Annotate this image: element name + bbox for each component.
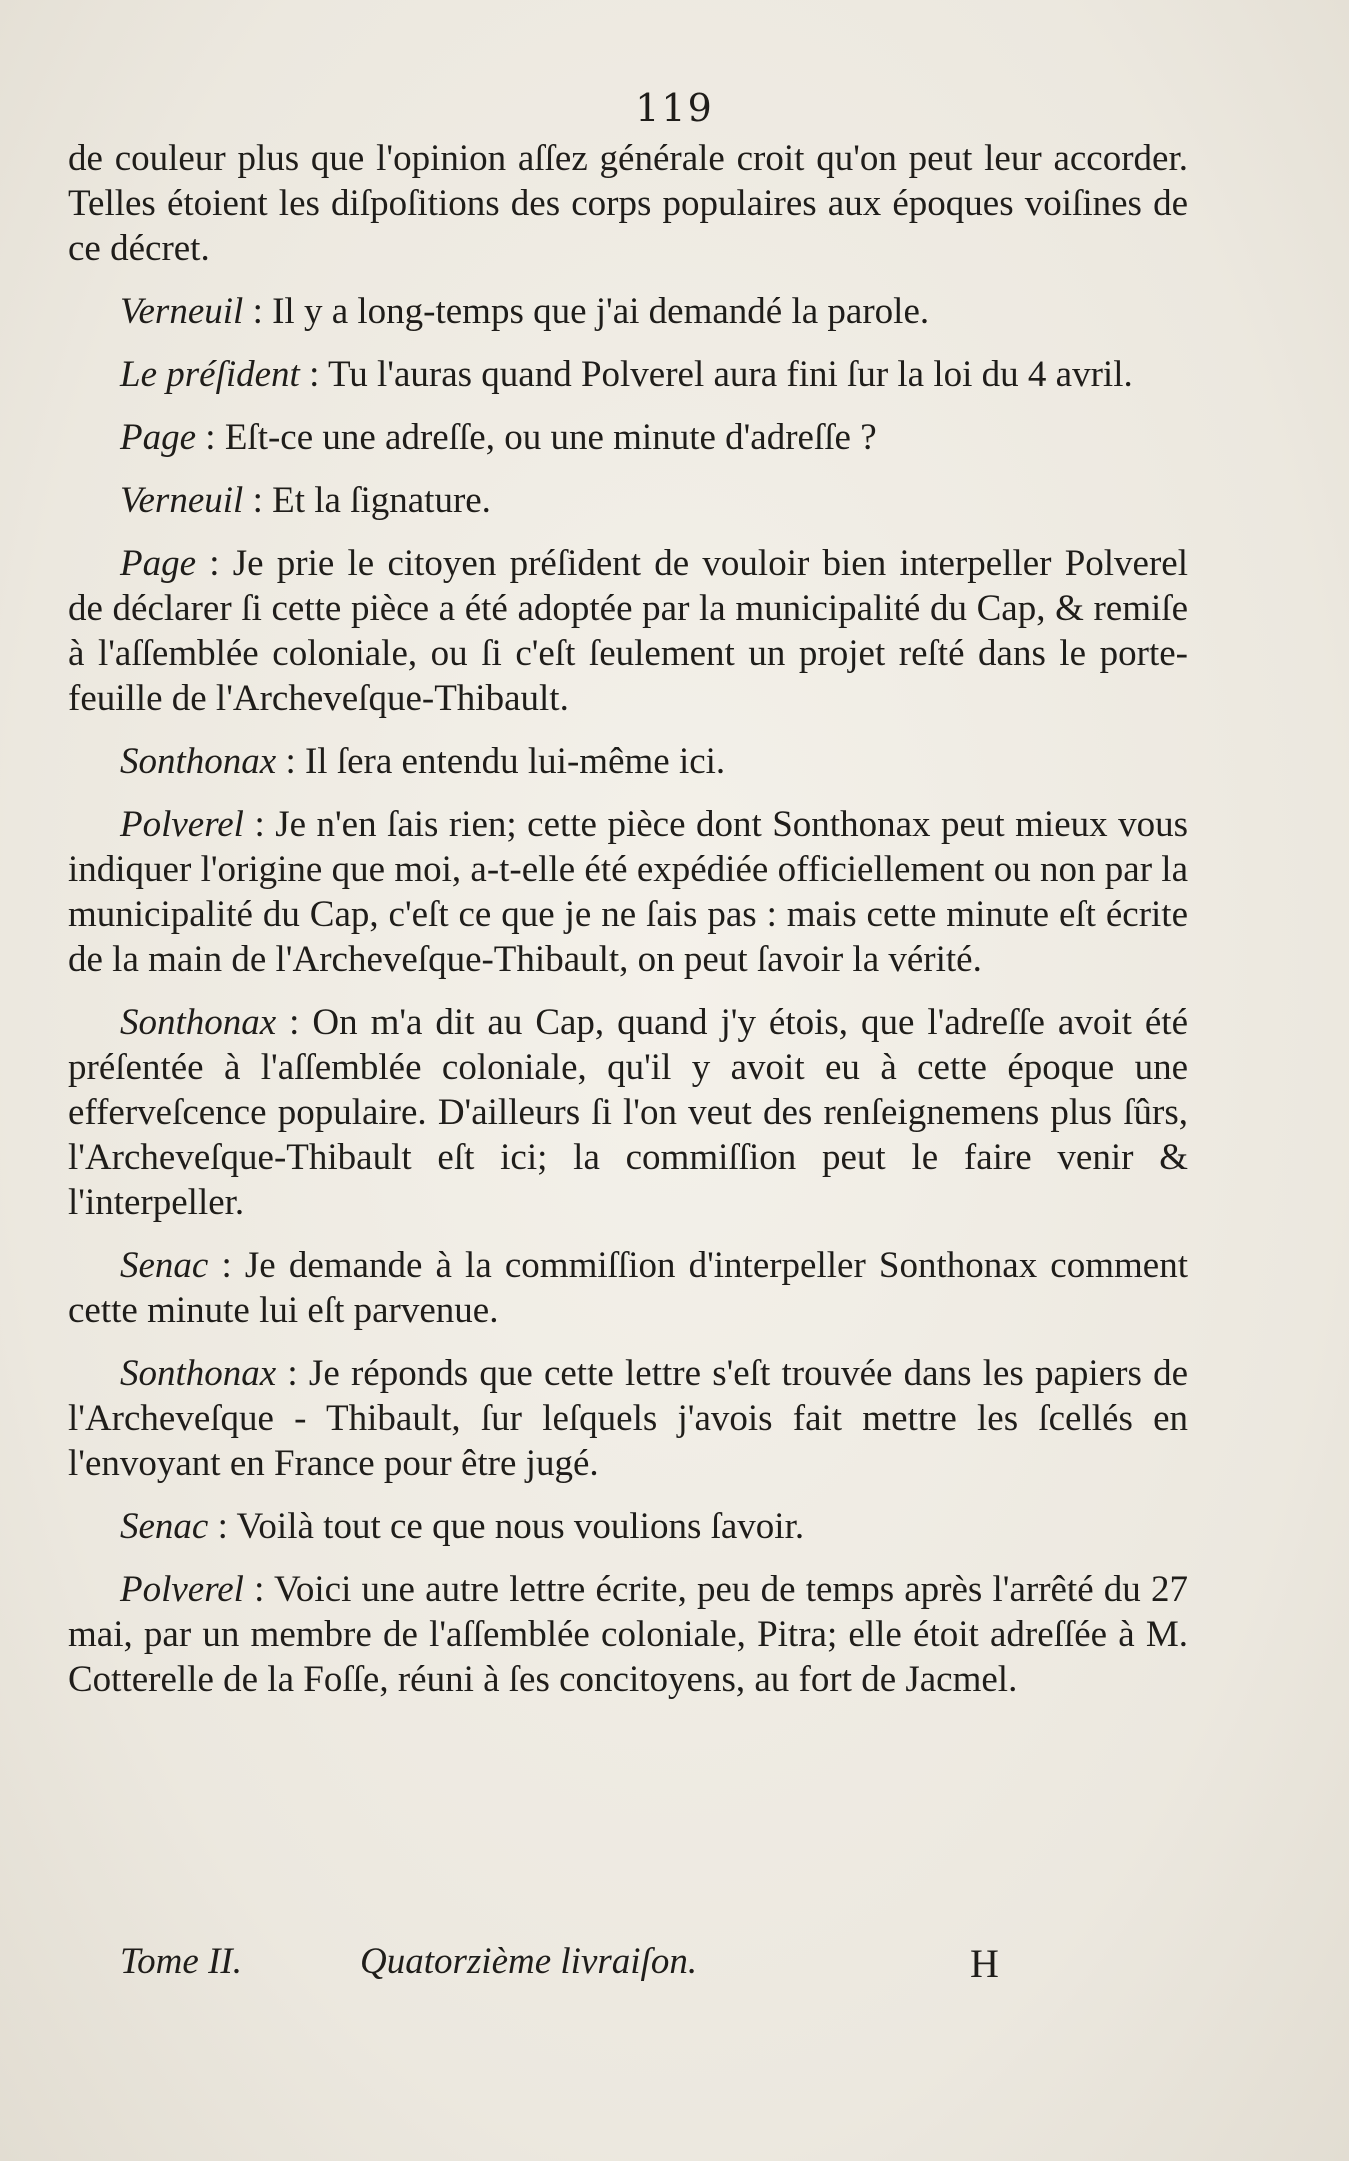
- livraison-label: Quatorzième livraiſon.: [360, 1941, 698, 1982]
- speech-paragraph: Polverel : Voici une autre lettre écrite, peu de temps après l'arrêté du 27 mai, par un membre de l'aſſemblée coloniale, Pitra; elle étoit adreſſée à M. Cotterelle de la Foſſe, réuni à ſes concitoyens, au fort de Jacmel.: [68, 1569, 1188, 1700]
- speech-paragraph: Page : Eſt-ce une adreſſe, ou une minute d'adreſſe ?: [120, 417, 877, 458]
- paragraph-text: Je réponds que cette lettre s'eſt trouvée dans les papiers de l'Archeveſque - Thibault, ſur leſquels j'avois fait mettre les ſcellés en l'envoyant en France pour être jugé.: [68, 1353, 1188, 1484]
- paragraph-text: Il y a long-temps que j'ai demandé la parole.: [272, 291, 930, 332]
- paragraph-text: Je demande à la commiſſion d'interpeller Sonthonax comment cette minute lui eſt parvenue.: [68, 1245, 1188, 1331]
- paragraph-text: Eſt-ce une adreſſe, ou une minute d'adreſſe ?: [224, 417, 877, 458]
- speaker-name: Senac: [120, 1506, 209, 1547]
- paragraph-text: Il ſera entendu lui-même ici.: [304, 741, 726, 782]
- speech-paragraph: Page : Je prie le citoyen préſident de vouloir bien interpeller Polverel de déclarer ſi cette pièce a été adoptée par la municipalité du Cap, & remiſe à l'aſſemblée coloniale, ou ſi c'eſt ſeulement un projet reſté dans le porte-feuille de l'Archeveſque-Thibault.: [68, 543, 1188, 719]
- speech-paragraph: Le préſident : Tu l'auras quand Polverel aura fini ſur la loi du 4 avril.: [120, 354, 1133, 395]
- paragraph-text: Et la ſignature.: [272, 480, 491, 521]
- speaker-name: Polverel: [120, 1569, 244, 1610]
- paragraph-text: Je n'en ſais rien; cette pièce dont Sonthonax peut mieux vous indiquer l'origine que moi, a-t-elle été expédiée officiellement ou non par la municipalité du Cap, c'eſt ce que je ne ſais pas : mais cette minute eſt écrite de la main de l'Archeveſque-Thibault, on peut ſavoir la vérité.: [68, 804, 1188, 980]
- paragraph-text: Je prie le citoyen préſident de vouloir bien interpeller Polverel de déclarer ſi cette pièce a été adoptée par la municipalité du Cap, & remiſe à l'aſſemblée coloniale, ou ſi c'eſt ſeulement un projet reſté dans le porte-feuille de l'Archeveſque-Thibault.: [68, 543, 1188, 719]
- signature-mark: H: [970, 1941, 999, 1986]
- speaker-name: Page: [120, 543, 197, 584]
- speaker-name: Sonthonax: [120, 741, 277, 782]
- speech-paragraph: Sonthonax : On m'a dit au Cap, quand j'y étois, que l'adreſſe avoit été préſentée à l'aſſemblée coloniale, qu'il y avoit eu à cette époque une efferveſcence populaire. D'ailleurs ſi l'on veut des renſeignemens plus ſûrs, l'Archeveſque-Thibault eſt ici; la commiſſion peut le faire venir & l'interpeller.: [68, 1002, 1189, 1223]
- page-number: 119: [635, 86, 714, 130]
- speech-paragraph: Verneuil : Il y a long-temps que j'ai demandé la parole.: [120, 291, 930, 332]
- speech-paragraph: Sonthonax : Je réponds que cette lettre s'eſt trouvée dans les papiers de l'Archeveſque - Thibault, ſur leſquels j'avois fait mettre les ſcellés en l'envoyant en France pour être jugé.: [68, 1353, 1188, 1484]
- speaker-name: Senac: [120, 1245, 209, 1286]
- speaker-name: Le préſident: [120, 354, 300, 395]
- speech-paragraph: Senac : Je demande à la commiſſion d'interpeller Sonthonax comment cette minute lui eſt parvenue.: [68, 1245, 1188, 1331]
- volume-label: Tome II.: [120, 1941, 242, 1982]
- paragraph-text: Voilà tout ce que nous voulions ſavoir.: [236, 1506, 805, 1547]
- paragraph-text: Voici une autre lettre écrite, peu de temps après l'arrêté du 27 mai, par un membre de l'aſſemblée coloniale, Pitra; elle étoit adreſſée à M. Cotterelle de la Foſſe, réuni à ſes concitoyens, au fort de Jacmel.: [68, 1569, 1188, 1700]
- paragraph-text: Tu l'auras quand Polverel aura fini ſur la loi du 4 avril.: [327, 354, 1133, 395]
- speaker-name: Verneuil: [120, 291, 244, 332]
- speaker-name: Verneuil: [120, 480, 244, 521]
- speaker-name: Sonthonax: [120, 1002, 277, 1043]
- body-text: [68, 136, 1188, 1720]
- speech-paragraph: Sonthonax : Il ſera entendu lui-même ici.: [120, 741, 726, 782]
- speech-paragraph: Polverel : Je n'en ſais rien; cette pièce dont Sonthonax peut mieux vous indiquer l'origine que moi, a-t-elle été expédiée officiellement ou non par la municipalité du Cap, c'eſt ce que je ne ſais pas : mais cette minute eſt écrite de la main de l'Archeveſque-Thibault, on peut ſavoir la vérité.: [68, 804, 1188, 980]
- speech-paragraph: Verneuil : Et la ſignature.: [120, 480, 491, 521]
- speaker-name: Sonthonax: [120, 1353, 277, 1394]
- paragraph-text: de couleur plus que l'opinion aſſez générale croit qu'on peut leur accorder. Telles étoient les diſpoſitions des corps populaires aux époques voiſines de ce décret.: [68, 138, 1188, 269]
- speaker-name: Page: [120, 417, 197, 458]
- paragraph-continuation: [68, 136, 1188, 271]
- speech-paragraph: Senac : Voilà tout ce que nous voulions ſavoir.: [120, 1506, 805, 1547]
- speaker-name: Polverel: [120, 804, 244, 845]
- paragraph-text: On m'a dit au Cap, quand j'y étois, que l'adreſſe avoit été préſentée à l'aſſemblée coloniale, qu'il y avoit eu à cette époque une efferveſcence populaire. D'ailleurs ſi l'on veut des renſeignemens plus ſûrs, l'Archeveſque-Thibault eſt ici; la commiſſion peut le faire venir & l'interpeller.: [68, 1002, 1189, 1223]
